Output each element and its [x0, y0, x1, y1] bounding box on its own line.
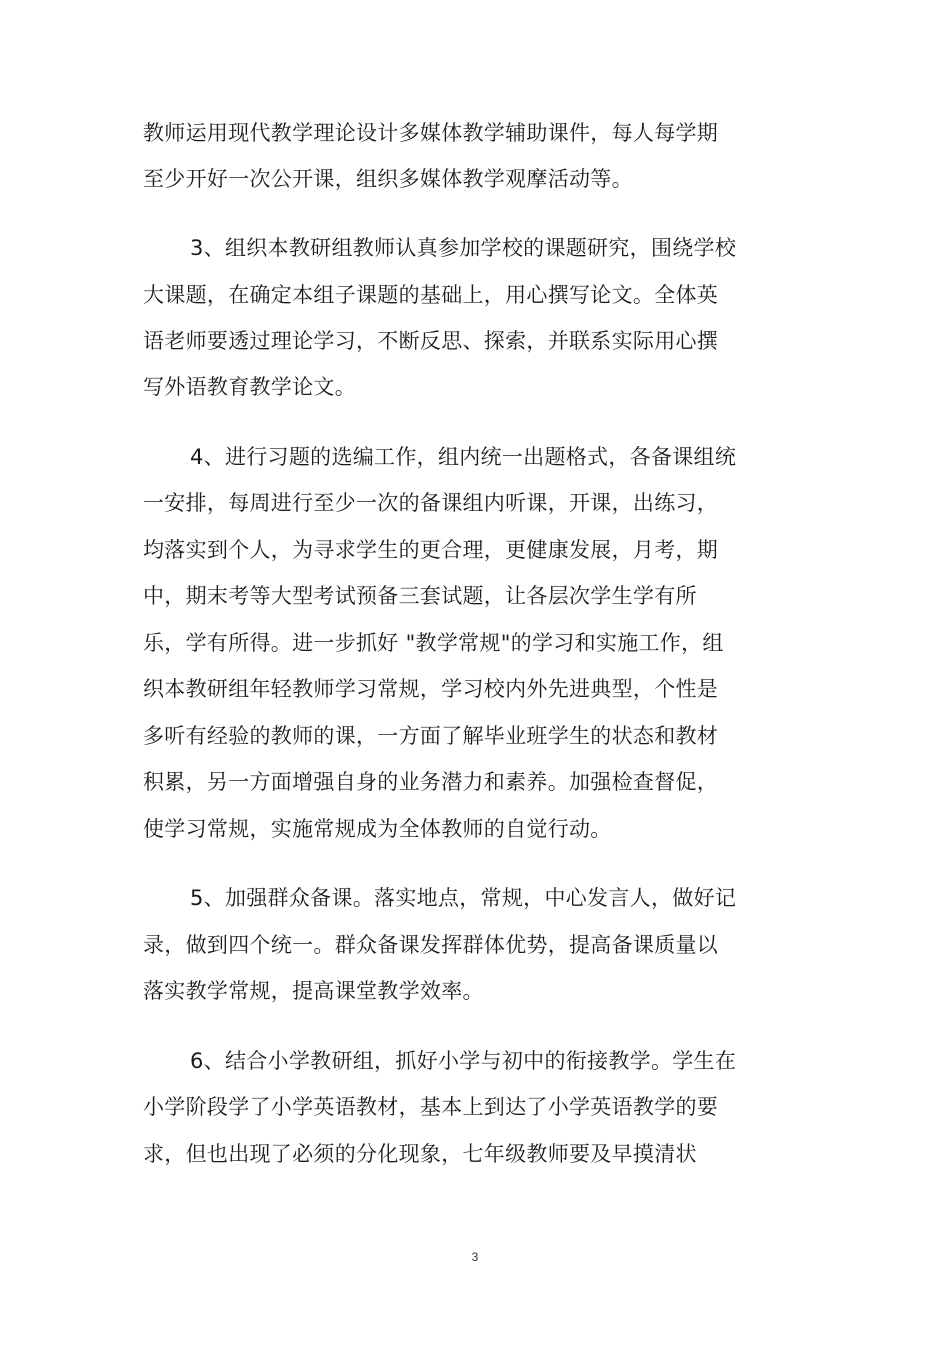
paragraph-3-first-line: 3、组织本教研组教师认真参加学校的课题研究，围绕学校 — [190, 236, 737, 260]
text-line: 多听有经验的教师的课，一方面了解毕业班学生的状态和教材 — [143, 724, 719, 748]
text-line: 写外语教育教学论文。 — [143, 375, 356, 399]
text-line: 录，做到四个统一。群众备课发挥群体优势，提高备课质量以 — [143, 933, 719, 957]
text-line: 至少开好一次公开课，组织多媒体教学观摩活动等。 — [143, 167, 633, 191]
text-line: 使学习常规，实施常规成为全体教师的自觉行动。 — [143, 817, 612, 841]
text-line: 均落实到个人，为寻求学生的更合理，更健康发展，月考，期 — [143, 538, 719, 562]
text-line: 乐，学有所得。进一步抓好 "教学常规"的学习和实施工作，组 — [143, 631, 724, 655]
text-line: 语老师要透过理论学习，不断反思、探索，并联系实际用心撰 — [143, 329, 719, 353]
text-line: 落实教学常规，提高课堂教学效率。 — [143, 979, 484, 1003]
page-number: 3 — [471, 1250, 479, 1264]
text-line: 教师运用现代教学理论设计多媒体教学辅助课件，每人每学期 — [143, 121, 719, 145]
text-line: 求，但也出现了必须的分化现象，七年级教师要及早摸清状 — [143, 1142, 697, 1166]
paragraph-6-first-line: 6、结合小学教研组，抓好小学与初中的衔接教学。学生在 — [190, 1049, 737, 1073]
text-line: 小学阶段学了小学英语教材，基本上到达了小学英语教学的要 — [143, 1095, 719, 1119]
paragraph-4-first-line: 4、进行习题的选编工作，组内统一出题格式，各备课组统 — [190, 445, 737, 469]
text-line: 积累，另一方面增强自身的业务潜力和素养。加强检查督促， — [143, 770, 719, 794]
text-line: 织本教研组年轻教师学习常规，学习校内外先进典型，个性是 — [143, 677, 719, 701]
text-line: 中，期末考等大型考试预备三套试题，让各层次学生学有所 — [143, 584, 697, 608]
text-line: 一安排，每周进行至少一次的备课组内听课，开课，出练习， — [143, 491, 719, 515]
paragraph-5-first-line: 5、加强群众备课。落实地点，常规，中心发言人，做好记 — [190, 886, 737, 910]
text-line: 大课题，在确定本组子课题的基础上，用心撰写论文。全体英 — [143, 283, 719, 307]
